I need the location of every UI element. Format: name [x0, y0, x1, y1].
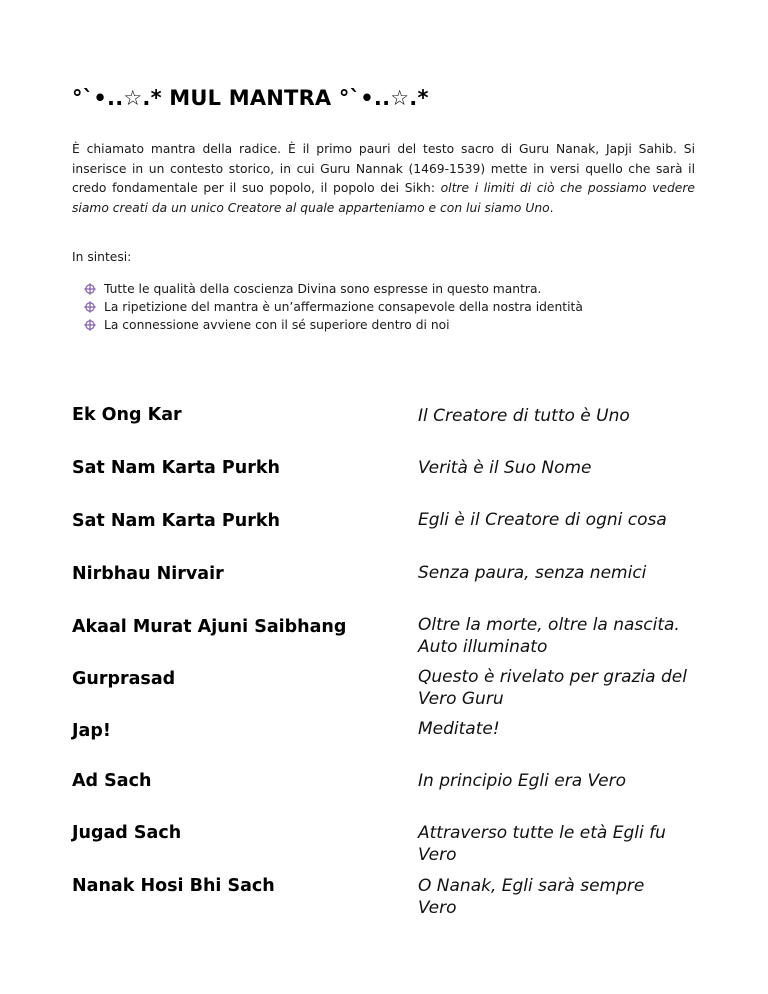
page-title: °`•..☆.* MUL MANTRA °`•..☆.* — [72, 86, 429, 110]
intro-italic-text: oltre i limiti di ciò che possiamo vedere siamo creati da un unico Creatore al quale apparteniamo e con lui siamo Uno — [72, 181, 695, 215]
mantra-meaning: Attraverso tutte le età Egli fu Vero — [418, 823, 666, 865]
mantra-meaning: Egli è il Creatore di ogni cosa — [418, 510, 667, 530]
summary-label: In sintesi: — [72, 250, 132, 264]
intro-text: È chiamato mantra della radice. È il primo pauri del testo sacro di Guru Nanak, Japji Sahib. Si inserisce in un contesto storico, in cui Guru Nannak (1469-1539) mette in versi quello che sarà il credo fondamentale per il suo popolo, il popolo dei Sikh: — [72, 142, 695, 196]
mantra-meaning: O Nanak, Egli sarà sempre Vero — [418, 876, 645, 918]
summary-list — [84, 280, 695, 334]
mantra-meaning: Il Creatore di tutto è Uno — [418, 406, 630, 426]
intro-text-end: . — [549, 200, 554, 215]
mantra-meaning: Oltre la morte, oltre la nascita. Auto illuminato — [418, 615, 680, 657]
mantra-text: Sat Nam Karta Purkh — [72, 511, 280, 531]
mantra-text: Gurprasad — [72, 669, 176, 689]
mantra-meaning: Verità è il Suo Nome — [418, 458, 592, 478]
mantra-meaning: Meditate! — [418, 719, 500, 739]
circle-cross-icon — [84, 319, 96, 331]
mantra-meaning: In principio Egli era Vero — [418, 771, 626, 791]
list-item — [84, 298, 695, 316]
mantra-text: Akaal Murat Ajuni Saibhang — [72, 617, 347, 637]
mantra-text: Nanak Hosi Bhi Sach — [72, 876, 275, 896]
mantra-text: Sat Nam Karta Purkh — [72, 458, 280, 478]
list-item — [84, 280, 695, 298]
intro-paragraph — [72, 140, 695, 218]
mantra-text: Ek Ong Kar — [72, 405, 182, 425]
list-item-text: Tutte le qualità della coscienza Divina sono espresse in questo mantra. — [104, 282, 542, 296]
mantra-text: Jap! — [72, 721, 111, 741]
list-item-text: La ripetizione del mantra è un’affermazione consapevole della nostra identità — [104, 300, 583, 314]
circle-cross-icon — [84, 283, 96, 295]
mantra-meaning: Questo è rivelato per grazia del Vero Guru — [418, 667, 687, 709]
mantra-text: Jugad Sach — [72, 823, 182, 843]
circle-cross-icon — [84, 301, 96, 313]
list-item — [84, 316, 695, 334]
list-item-text: La connessione avviene con il sé superiore dentro di noi — [104, 318, 450, 332]
mantra-text: Ad Sach — [72, 771, 152, 791]
mantra-text: Nirbhau Nirvair — [72, 564, 224, 584]
mantra-meaning: Senza paura, senza nemici — [418, 563, 647, 583]
